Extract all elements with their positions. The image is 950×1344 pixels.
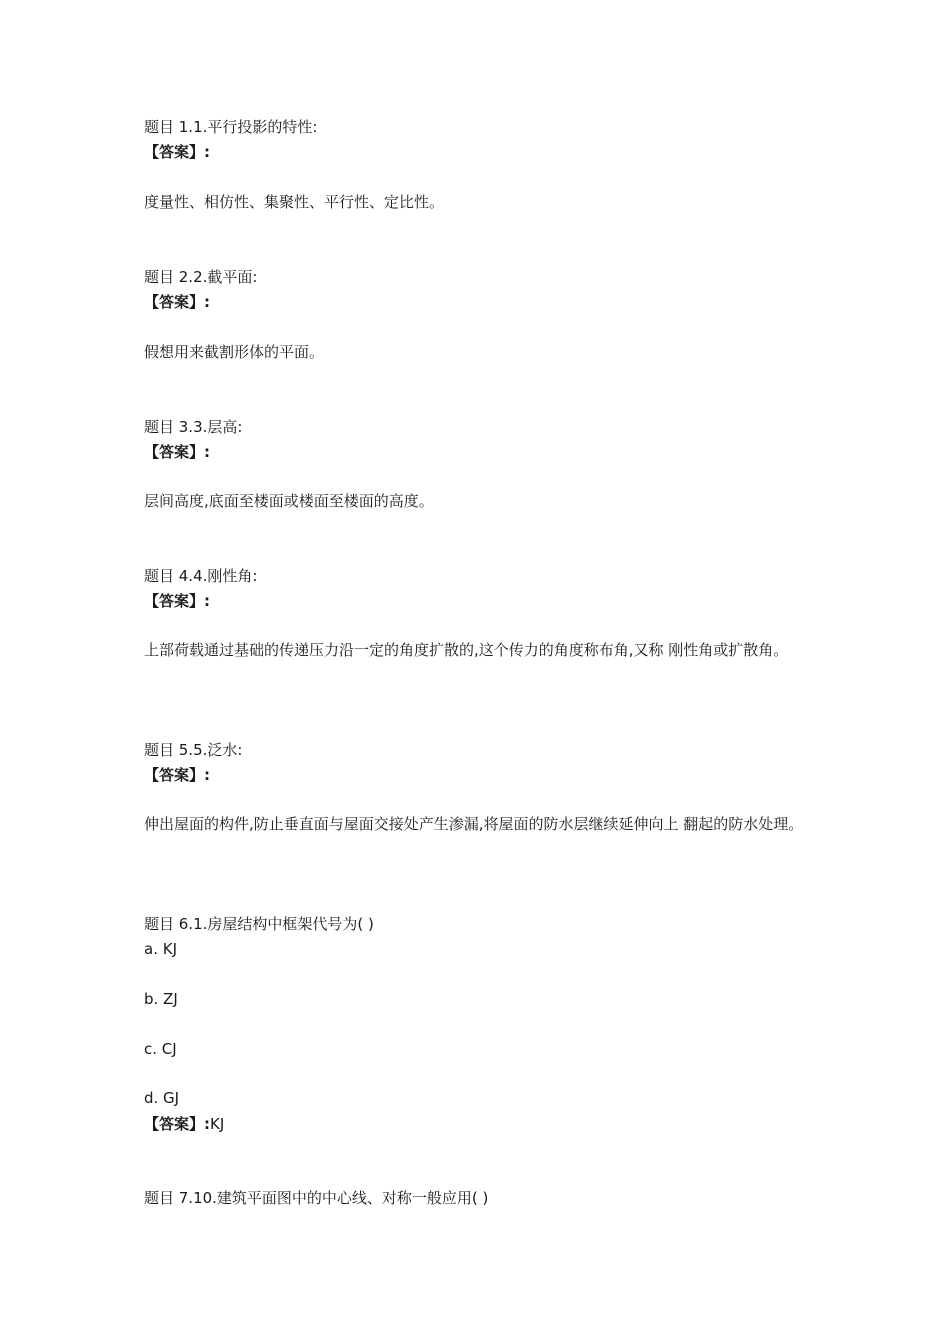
answer-label: 【答案】: — [144, 293, 210, 311]
question-title: 题目 6.1.房屋结构中框架代号为( ) — [144, 915, 374, 933]
answer-label: 【答案】: — [144, 143, 210, 161]
question-title: 题目 4.4.刚性角: — [144, 567, 258, 585]
answer-text: 上部荷载通过基础的传递压力沿一定的角度扩散的,这个传力的角度称布角,又称 刚性角或扩散角。 — [144, 641, 789, 659]
question-title: 题目 5.5.泛水: — [144, 741, 243, 759]
option-d: d. GJ — [144, 1089, 180, 1107]
answer-row — [144, 1113, 224, 1135]
answer-label: 【答案】: — [144, 1115, 210, 1133]
question-title: 题目 3.3.层高: — [144, 418, 243, 436]
answer-value: KJ — [210, 1115, 225, 1133]
answer-text: 层间高度,底面至楼面或楼面至楼面的高度。 — [144, 492, 434, 510]
answer-label: 【答案】: — [144, 766, 210, 784]
question-title: 题目 1.1.平行投影的特性: — [144, 118, 318, 136]
question-title: 题目 7.10.建筑平面图中的中心线、对称一般应用( ) — [144, 1189, 489, 1207]
answer-label: 【答案】: — [144, 443, 210, 461]
answer-text: 伸出屋面的构件,防止垂直面与屋面交接处产生渗漏,将屋面的防水层继续延伸向上 翻起的防水处理。 — [144, 815, 804, 833]
option-b: b. ZJ — [144, 990, 178, 1008]
answer-text: 度量性、相仿性、集聚性、平行性、定比性。 — [144, 193, 445, 211]
option-c: c. CJ — [144, 1040, 177, 1058]
question-title: 题目 2.2.截平面: — [144, 268, 258, 286]
answer-label: 【答案】: — [144, 592, 210, 610]
option-a: a. KJ — [144, 940, 177, 958]
answer-text: 假想用来截割形体的平面。 — [144, 343, 325, 361]
